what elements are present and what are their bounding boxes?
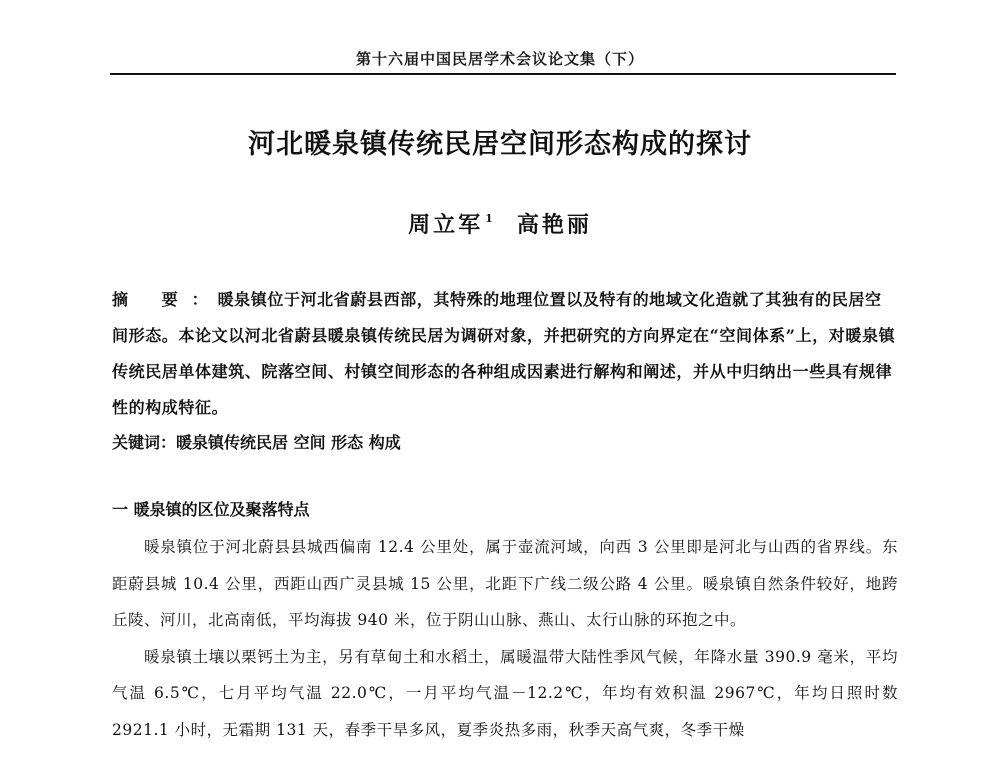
keywords [112, 425, 898, 461]
keywords-label: 关键词： [112, 433, 177, 452]
abstract-label: 摘 要： [112, 290, 222, 309]
running-head: 第十六届中国民居学术会议论文集（下） [355, 50, 644, 68]
author-list [0, 208, 1000, 239]
keywords-text: 暖泉镇传统民居 空间 形态 构成 [176, 433, 401, 452]
section-heading: 一 暖泉镇的区位及聚落特点 [112, 500, 310, 519]
body-paragraph-2: 暖泉镇土壤以栗钙土为主，另有草甸土和水稻土，属暖温带大陆性季风气候，年降水量 390.9 毫米，平均气温 6.5℃，七月平均气温 22.0℃，一月平均气温－12.2℃，年均有效积温 2967℃，年均日照时数 2921.1 小时，无霜期 131 天，春季干旱多风，夏季炎热多雨，秋季天高气爽，冬季干燥 [112, 647, 898, 739]
author-2 [517, 208, 592, 239]
body-paragraph-1: 暖泉镇位于河北蔚县县城西偏南 12.4 公里处，属于壶流河域，向西 3 公里即是河北与山西的省界线。东距蔚县城 10.4 公里，西距山西广灵县城 15 公里，北距下广线二级公路 4 公里。暖泉镇自然条件较好，地跨丘陵、河川，北高南低，平均海拔 940 米，位于阴山山脉、燕山、太行山脉的环抱之中。 [112, 538, 898, 629]
author-1-name: 周立军 [408, 212, 484, 238]
section-body [112, 529, 898, 748]
author-1 [408, 208, 493, 239]
author-2-name: 高艳丽 [516, 212, 592, 238]
header-rule [110, 73, 896, 75]
abstract-text: 暖泉镇位于河北省蔚县西部，其特殊的地理位置以及特有的地域文化造就了其独有的民居空间形态。本论文以河北省蔚县暖泉镇传统民居为调研对象，并把研究的方向界定在“空间体系”上，对暖泉镇传统民居单体建筑、院落空间、村镇空间形态的各种组成因素进行解构和阐述，并从中归纳出一些具有规律性的构成特征。 [112, 290, 896, 417]
abstract [112, 282, 898, 426]
author-1-superscript: 1 [485, 212, 493, 225]
paper-title: 河北暖泉镇传统民居空间形态构成的探讨 [248, 129, 752, 160]
